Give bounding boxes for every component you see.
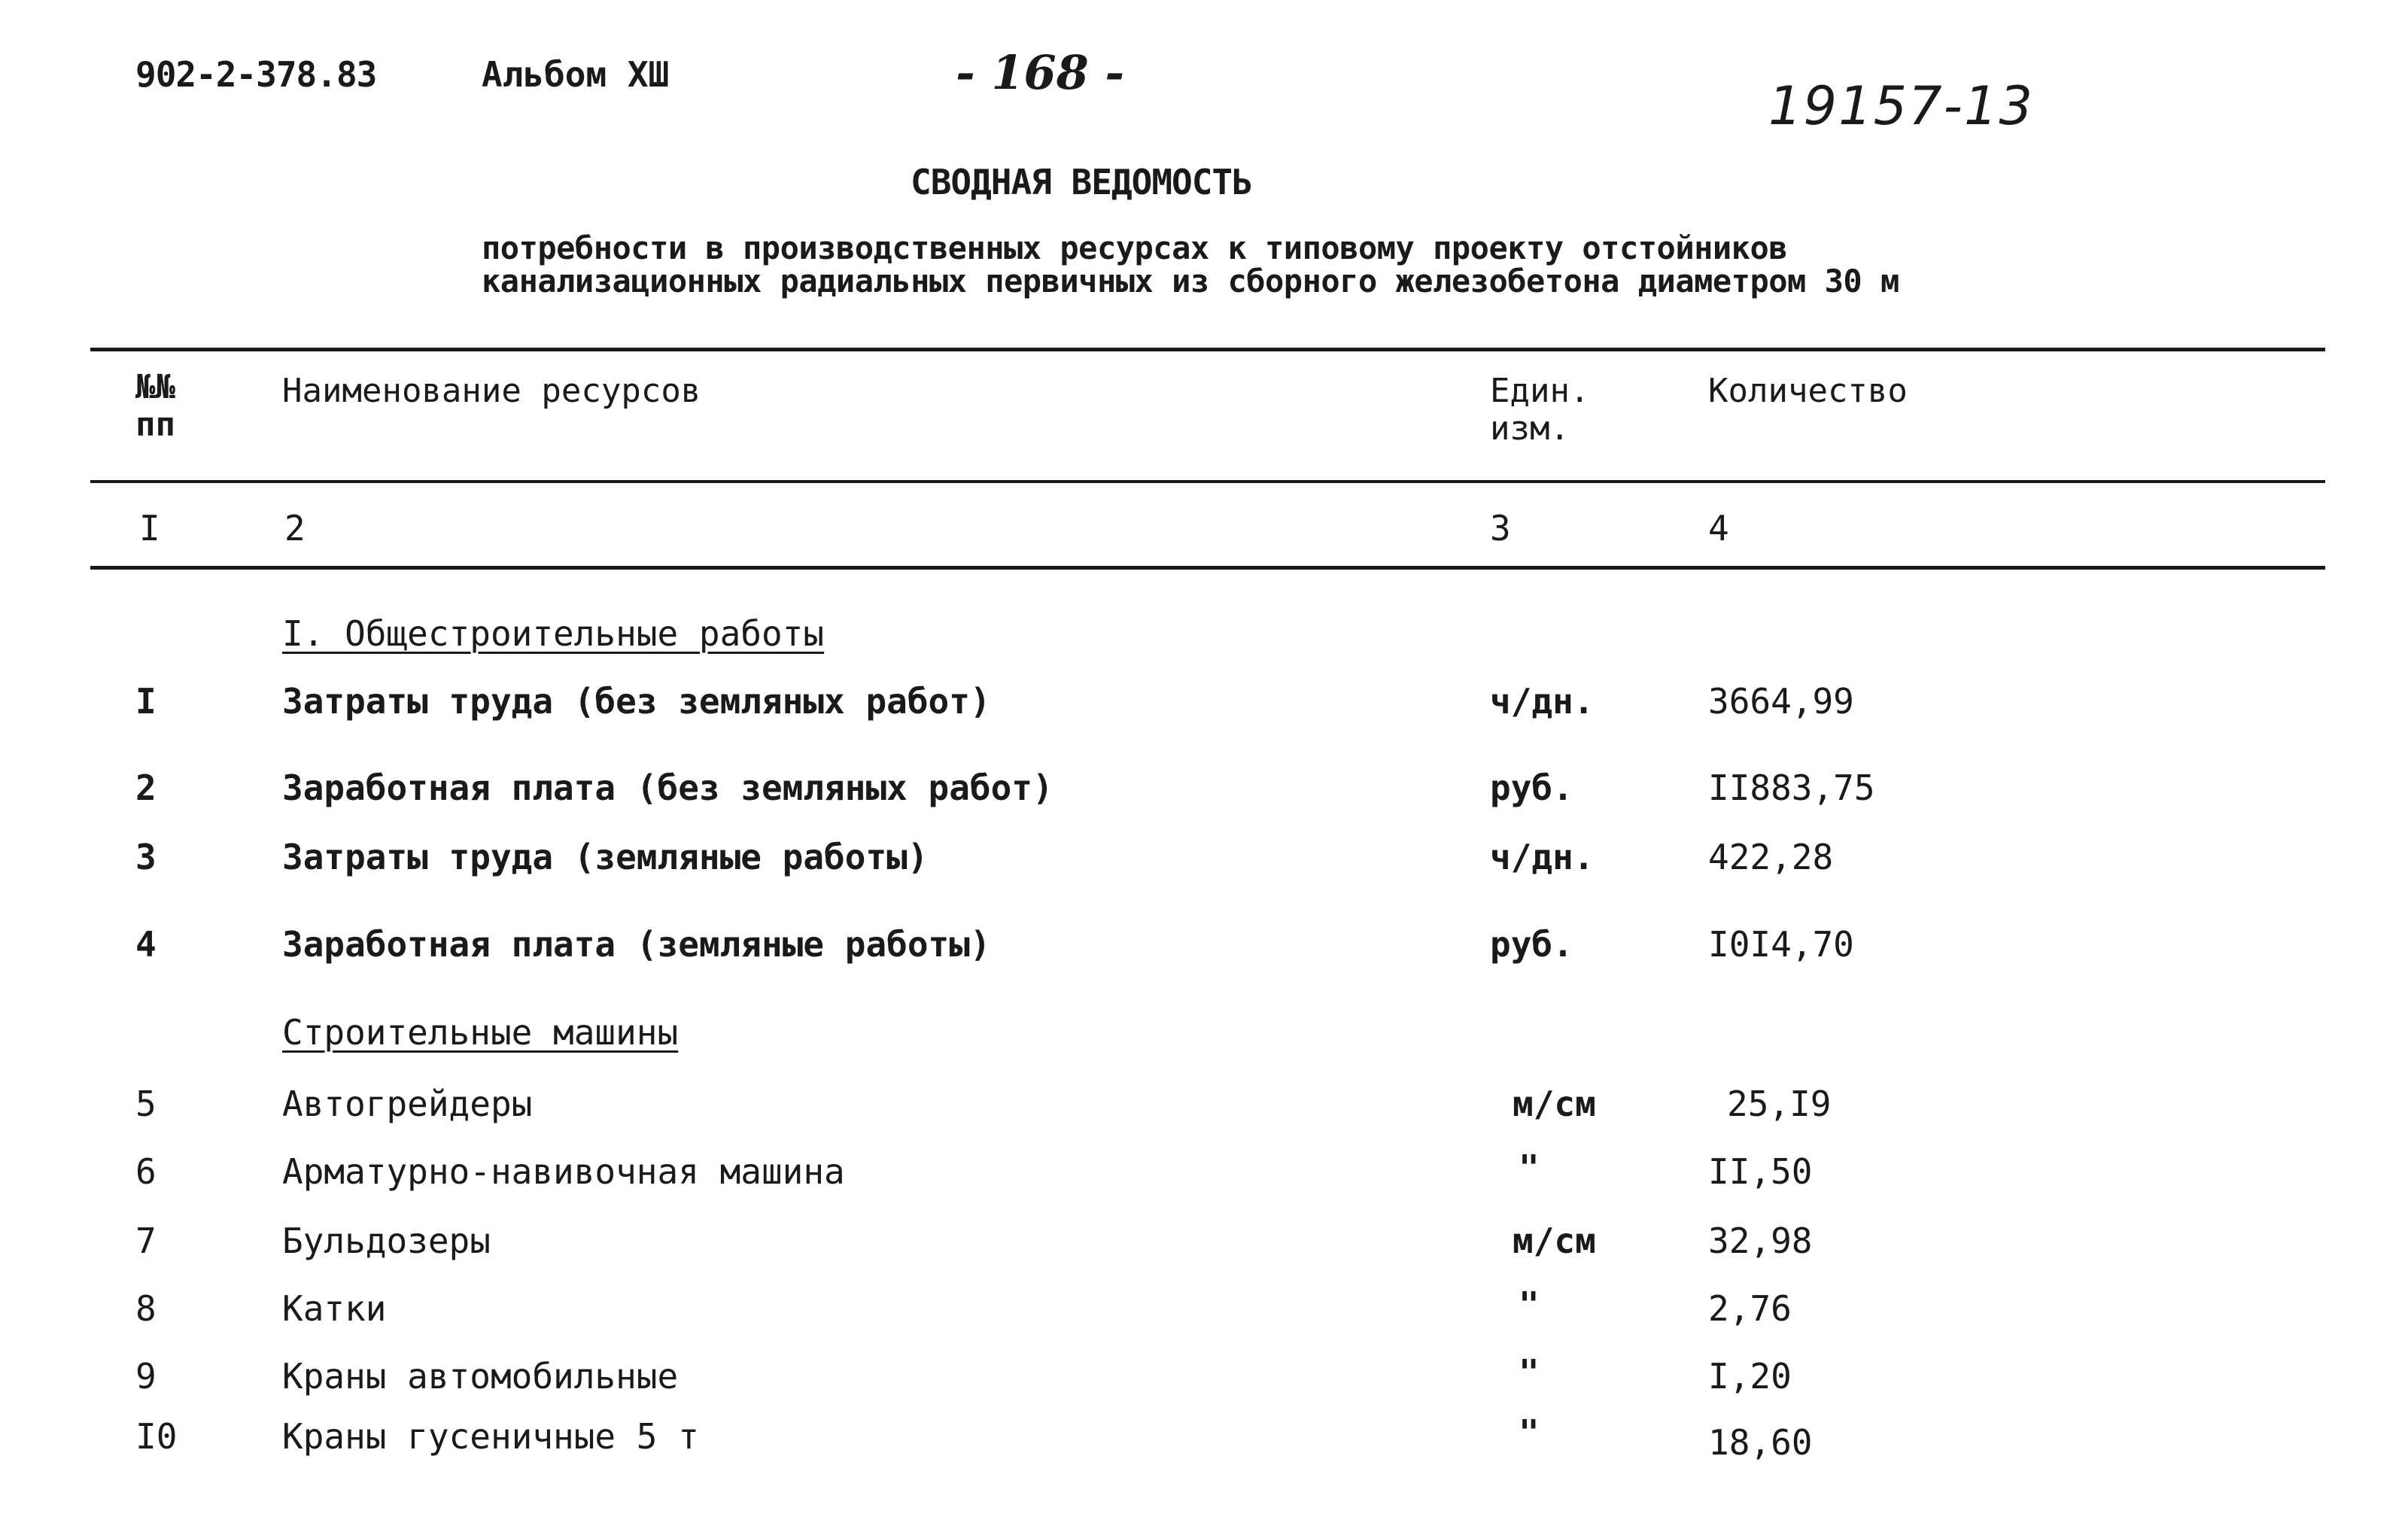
row-quantity: I,20 [1708, 1356, 1792, 1397]
row-name: Автогрейдеры [282, 1084, 533, 1124]
row-unit: ч/дн. [1490, 837, 1595, 877]
header-unit [1490, 372, 1589, 448]
row-name: Затраты труда (без земляных работ) [282, 681, 991, 722]
header-quantity: Количество [1708, 372, 1908, 410]
row-name: Арматурно-навивочная машина [282, 1151, 845, 1192]
row-name: Заработная плата (земляные работы) [282, 924, 991, 965]
header-row-number [135, 369, 175, 444]
document-title: СВОДНАЯ ВЕДОМОСТЬ [911, 162, 1252, 202]
table-top-rule [90, 348, 2325, 351]
row-name: Бульдозеры [282, 1220, 491, 1261]
row-name: Заработная плата (без земляных работ) [282, 768, 1054, 808]
row-unit: руб. [1490, 924, 1573, 965]
row-number: 6 [135, 1151, 157, 1192]
section-heading-construction-machines: Строительные машины [282, 1012, 679, 1053]
row-quantity: 3664,99 [1708, 681, 1854, 722]
row-quantity: I0I4,70 [1708, 924, 1854, 965]
section-heading-general-works: I. Общестроительные работы [282, 613, 825, 654]
column-number-3: 3 [1490, 508, 1511, 549]
row-number: 7 [135, 1220, 157, 1261]
row-number: 2 [135, 768, 157, 808]
row-unit-ditto: " [1519, 1284, 1540, 1325]
header-resource-name: Наименование ресурсов [282, 372, 701, 410]
row-quantity: II,50 [1708, 1151, 1813, 1192]
document-code: 902-2-378.83 [135, 54, 377, 95]
row-quantity: 422,28 [1708, 837, 1834, 877]
row-quantity: II883,75 [1708, 768, 1875, 808]
row-unit: ч/дн. [1490, 681, 1595, 722]
column-numbers-bottom-rule [90, 566, 2325, 570]
row-number: 9 [135, 1356, 157, 1397]
row-quantity: 18,60 [1708, 1422, 1813, 1463]
header-unit-line-2: изм. [1490, 409, 1570, 448]
row-number: I0 [135, 1416, 178, 1457]
row-number: 5 [135, 1084, 157, 1124]
row-quantity: 25,I9 [1727, 1084, 1832, 1124]
row-number: I [135, 681, 157, 722]
row-unit-ditto: " [1519, 1412, 1540, 1453]
column-number-1: I [139, 508, 160, 549]
column-number-2: 2 [284, 508, 306, 549]
header-unit-line-1: Един. [1490, 372, 1590, 410]
row-unit: м/см [1513, 1220, 1596, 1261]
header-num-line-1: №№ [135, 368, 175, 406]
page-number: - 168 - [956, 45, 1125, 100]
row-name: Затраты труда (земляные работы) [282, 837, 929, 877]
row-name: Краны гусеничные 5 т [282, 1416, 699, 1457]
row-unit-ditto: " [1519, 1148, 1540, 1188]
row-unit: м/см [1513, 1084, 1596, 1124]
subtitle-line-1: потребности в производственных ресурсах к типовому проекту отстойников [482, 230, 1788, 266]
album-label: Альбом XШ [482, 54, 670, 95]
row-unit-ditto: " [1519, 1352, 1540, 1393]
header-bottom-rule [90, 480, 2325, 483]
row-name: Катки [282, 1288, 387, 1329]
row-unit: руб. [1490, 768, 1573, 808]
document-subtitle [482, 232, 1899, 298]
row-quantity: 32,98 [1708, 1220, 1813, 1261]
row-number: 4 [135, 924, 157, 965]
row-number: 8 [135, 1288, 157, 1329]
column-number-4: 4 [1708, 508, 1729, 549]
handwritten-registration-number: 19157-13 [1768, 75, 2035, 137]
header-num-line-2: пп [135, 406, 175, 444]
row-name: Краны автомобильные [282, 1356, 679, 1397]
row-quantity: 2,76 [1708, 1288, 1792, 1329]
row-number: 3 [135, 837, 157, 877]
subtitle-line-2: канализационных радиальных первичных из сборного железобетона диаметром 30 м [482, 263, 1899, 299]
